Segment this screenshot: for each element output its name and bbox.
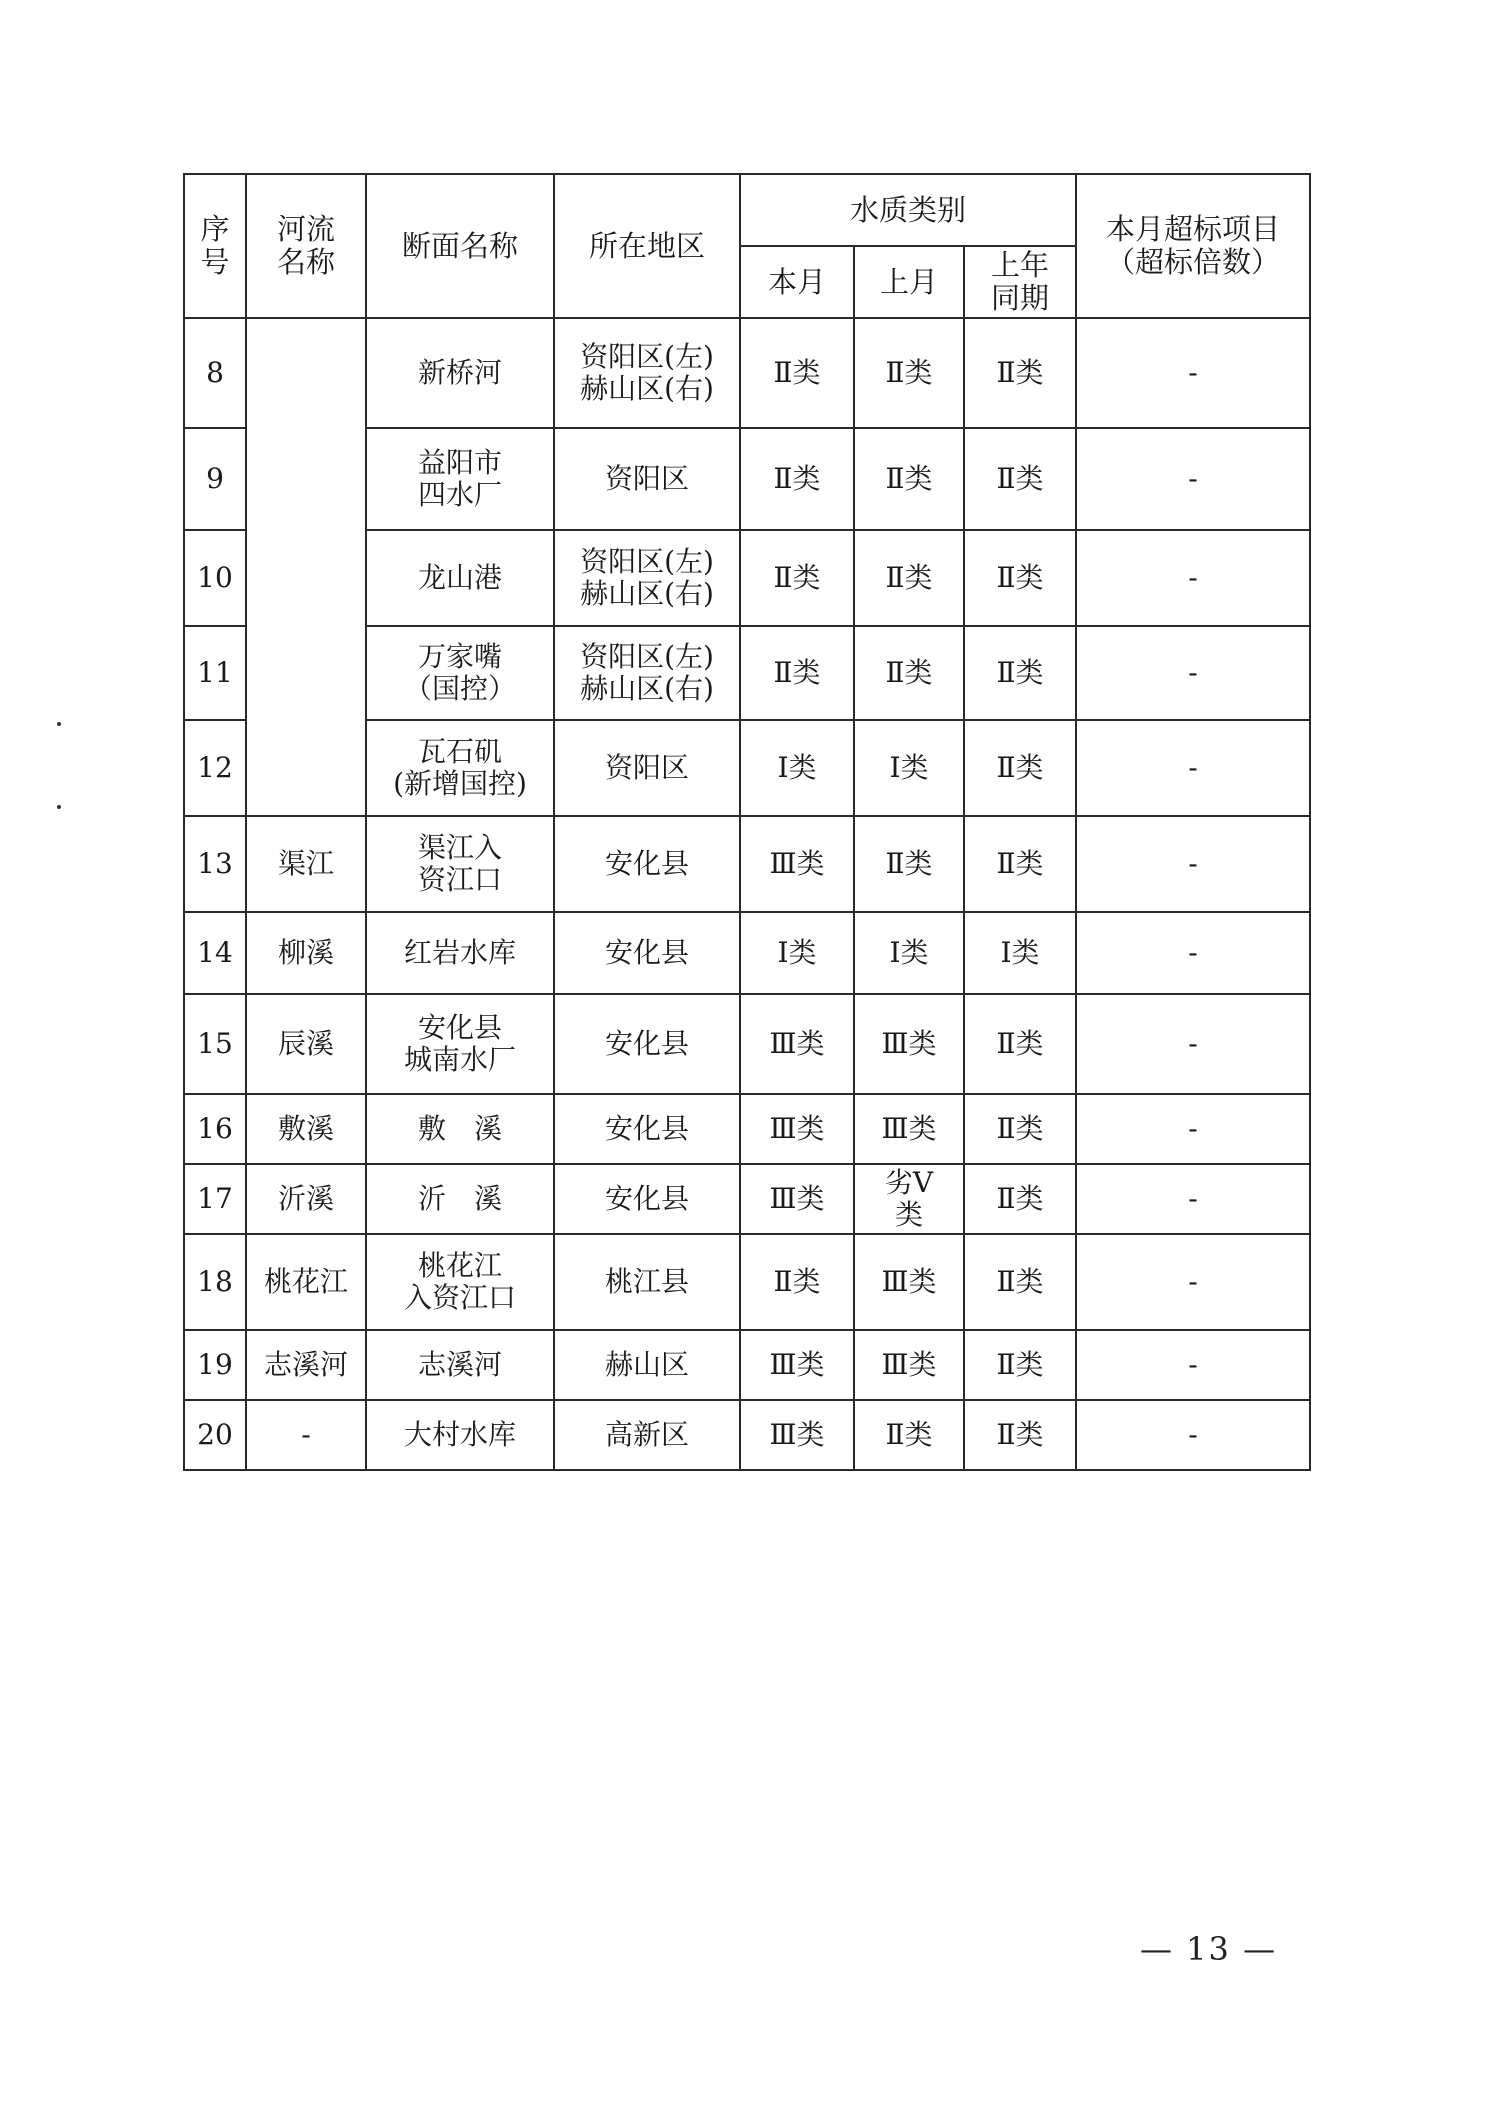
cell-river: 桃花江: [246, 1234, 366, 1330]
cell-last-year: Ⅱ类: [964, 626, 1076, 720]
cell-no: 15: [184, 994, 246, 1094]
cell-last-month: Ⅲ类: [854, 994, 964, 1094]
cell-last-year: Ⅱ类: [964, 720, 1076, 816]
cell-no: 16: [184, 1094, 246, 1164]
cell-river: -: [246, 1400, 366, 1470]
cell-last-month: Ⅱ类: [854, 318, 964, 428]
cell-exceed: -: [1076, 318, 1310, 428]
cell-this-month: Ⅲ类: [740, 816, 854, 912]
cell-no: 10: [184, 530, 246, 626]
cell-exceed: -: [1076, 530, 1310, 626]
header-exceed: 本月超标项目 （超标倍数）: [1076, 174, 1310, 318]
page-number: — 13 —: [1140, 1930, 1278, 1968]
cell-section: 安化县 城南水厂: [366, 994, 554, 1094]
cell-river-merged: [246, 318, 366, 816]
cell-this-month: Ⅲ类: [740, 1164, 854, 1234]
cell-no: 13: [184, 816, 246, 912]
table-row: [184, 912, 1310, 994]
header-seq: 序 号: [184, 174, 246, 318]
cell-last-year: Ⅱ类: [964, 318, 1076, 428]
cell-section: 志溪河: [366, 1330, 554, 1400]
cell-river: 辰溪: [246, 994, 366, 1094]
cell-section: 红岩水库: [366, 912, 554, 994]
cell-section: 渠江入 资江口: [366, 816, 554, 912]
cell-this-month: Ⅱ类: [740, 318, 854, 428]
cell-last-month: Ⅲ类: [854, 1094, 964, 1164]
cell-no: 14: [184, 912, 246, 994]
cell-region: 安化县: [554, 994, 740, 1094]
cell-exceed: -: [1076, 994, 1310, 1094]
cell-last-month: Ⅱ类: [854, 816, 964, 912]
cell-last-year: Ⅱ类: [964, 816, 1076, 912]
cell-no: 11: [184, 626, 246, 720]
cell-section: 龙山港: [366, 530, 554, 626]
cell-this-month: Ⅰ类: [740, 720, 854, 816]
cell-last-year: Ⅱ类: [964, 1330, 1076, 1400]
table-row: [184, 318, 1310, 428]
cell-last-year: Ⅱ类: [964, 994, 1076, 1094]
cell-region: 资阳区(左) 赫山区(右): [554, 530, 740, 626]
header-last-year: 上年 同期: [964, 246, 1076, 318]
cell-exceed: -: [1076, 1330, 1310, 1400]
cell-region: 资阳区: [554, 428, 740, 530]
cell-last-year: Ⅱ类: [964, 1234, 1076, 1330]
cell-this-month: Ⅱ类: [740, 1234, 854, 1330]
cell-this-month: Ⅱ类: [740, 626, 854, 720]
cell-section: 桃花江 入资江口: [366, 1234, 554, 1330]
cell-last-month: Ⅲ类: [854, 1234, 964, 1330]
cell-no: 12: [184, 720, 246, 816]
cell-region: 安化县: [554, 816, 740, 912]
cell-last-year: Ⅱ类: [964, 428, 1076, 530]
cell-exceed: -: [1076, 1094, 1310, 1164]
header-region: 所在地区: [554, 174, 740, 318]
cell-river: 沂溪: [246, 1164, 366, 1234]
cell-section: 瓦石矶 (新增国控): [366, 720, 554, 816]
cell-exceed: -: [1076, 428, 1310, 530]
cell-last-month: 劣Ⅴ 类: [854, 1164, 964, 1234]
cell-last-month: Ⅱ类: [854, 530, 964, 626]
cell-region: 资阳区: [554, 720, 740, 816]
cell-region: 资阳区(左) 赫山区(右): [554, 626, 740, 720]
cell-region: 安化县: [554, 912, 740, 994]
cell-river: 柳溪: [246, 912, 366, 994]
table-row: [184, 816, 1310, 912]
cell-section: 万家嘴 （国控）: [366, 626, 554, 720]
table-row: [184, 1164, 1310, 1234]
cell-this-month: Ⅰ类: [740, 912, 854, 994]
cell-region: 安化县: [554, 1164, 740, 1234]
header-section: 断面名称: [366, 174, 554, 318]
cell-exceed: -: [1076, 912, 1310, 994]
cell-no: 9: [184, 428, 246, 530]
header-river: 河流 名称: [246, 174, 366, 318]
cell-no: 20: [184, 1400, 246, 1470]
cell-this-month: Ⅲ类: [740, 1094, 854, 1164]
cell-exceed: -: [1076, 1234, 1310, 1330]
header-last-month: 上月: [854, 246, 964, 318]
table-row: [184, 1330, 1310, 1400]
header-water-quality: 水质类别: [740, 174, 1076, 246]
cell-section: 新桥河: [366, 318, 554, 428]
cell-this-month: Ⅲ类: [740, 1330, 854, 1400]
cell-last-month: Ⅰ类: [854, 912, 964, 994]
cell-last-month: Ⅱ类: [854, 428, 964, 530]
cell-exceed: -: [1076, 626, 1310, 720]
cell-region: 安化县: [554, 1094, 740, 1164]
cell-this-month: Ⅲ类: [740, 994, 854, 1094]
table-row: [184, 1400, 1310, 1470]
table-row: [184, 1234, 1310, 1330]
header-this-month: 本月: [740, 246, 854, 318]
table-row: [184, 994, 1310, 1094]
cell-river: 渠江: [246, 816, 366, 912]
cell-this-month: Ⅲ类: [740, 1400, 854, 1470]
cell-last-year: Ⅱ类: [964, 530, 1076, 626]
cell-exceed: -: [1076, 816, 1310, 912]
cell-region: 桃江县: [554, 1234, 740, 1330]
cell-no: 19: [184, 1330, 246, 1400]
cell-region: 高新区: [554, 1400, 740, 1470]
cell-section: 沂 溪: [366, 1164, 554, 1234]
cell-region: 资阳区(左) 赫山区(右): [554, 318, 740, 428]
cell-exceed: -: [1076, 720, 1310, 816]
cell-this-month: Ⅱ类: [740, 530, 854, 626]
cell-region: 赫山区: [554, 1330, 740, 1400]
cell-section: 大村水库: [366, 1400, 554, 1470]
cell-last-month: Ⅲ类: [854, 1330, 964, 1400]
cell-exceed: -: [1076, 1400, 1310, 1470]
cell-exceed: -: [1076, 1164, 1310, 1234]
cell-last-month: Ⅰ类: [854, 720, 964, 816]
table-row: [184, 1094, 1310, 1164]
cell-river: 志溪河: [246, 1330, 366, 1400]
cell-section: 敷 溪: [366, 1094, 554, 1164]
cell-last-year: Ⅰ类: [964, 912, 1076, 994]
water-quality-table: [183, 173, 1311, 1471]
cell-this-month: Ⅱ类: [740, 428, 854, 530]
cell-last-year: Ⅱ类: [964, 1164, 1076, 1234]
cell-no: 17: [184, 1164, 246, 1234]
cell-last-year: Ⅱ类: [964, 1400, 1076, 1470]
cell-river: 敷溪: [246, 1094, 366, 1164]
cell-no: 18: [184, 1234, 246, 1330]
scan-speck: [57, 805, 61, 809]
cell-last-year: Ⅱ类: [964, 1094, 1076, 1164]
cell-no: 8: [184, 318, 246, 428]
scan-speck: [57, 722, 61, 726]
cell-section: 益阳市 四水厂: [366, 428, 554, 530]
cell-last-month: Ⅱ类: [854, 626, 964, 720]
cell-last-month: Ⅱ类: [854, 1400, 964, 1470]
